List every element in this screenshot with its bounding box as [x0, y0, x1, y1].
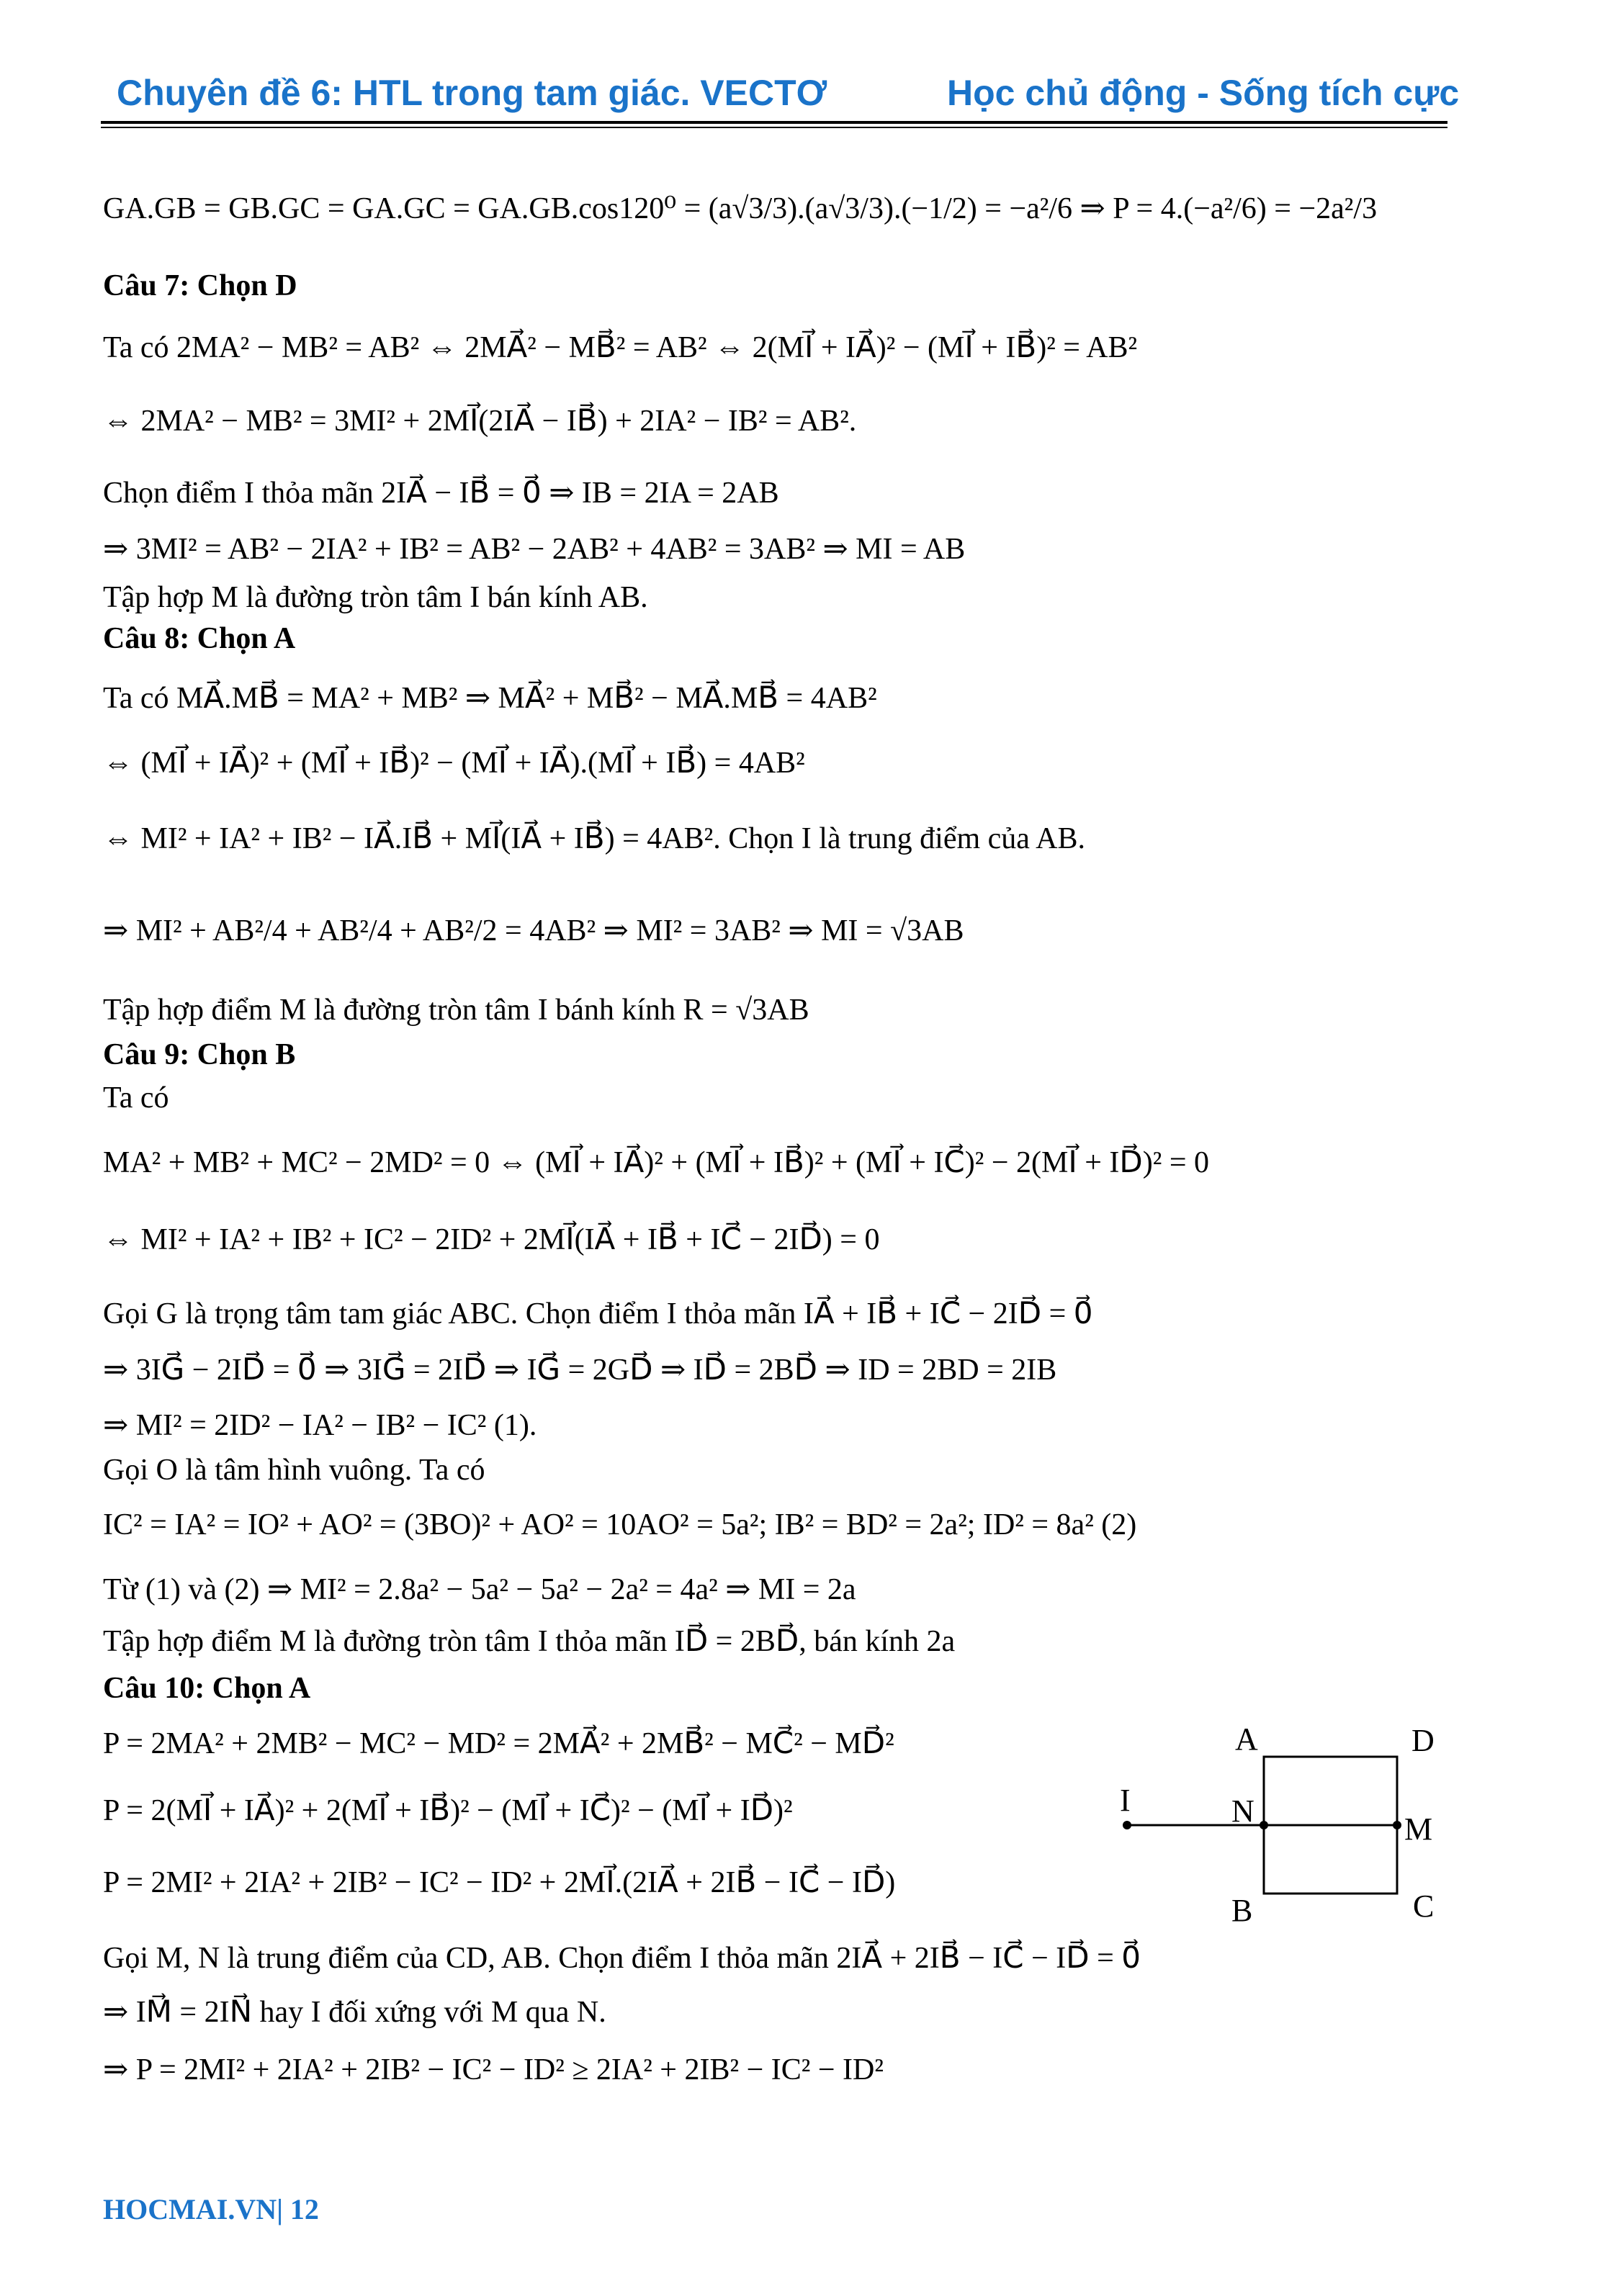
- math-line: Chọn điểm I thỏa mãn 2IA⃗ − IB⃗ = 0⃗ ⇒ IB = 2IA = 2AB: [103, 477, 779, 510]
- square-figure: [1102, 1721, 1462, 1937]
- point-i: [1123, 1821, 1131, 1829]
- math-line: ⇒ 3MI² = AB² − 2IA² + IB² = AB² − 2AB² + 4AB² = 3AB² ⇒ MI = AB: [103, 533, 966, 566]
- question-heading: Câu 7: Chọn D: [103, 269, 297, 302]
- math-line: Gọi M, N là trung điểm của CD, AB. Chọn điểm I thỏa mãn 2IA⃗ + 2IB⃗ − IC⃗ − ID⃗ = 0⃗: [103, 1942, 1141, 1975]
- math-line: ⇒ MI² + AB²/4 + AB²/4 + AB²/2 = 4AB² ⇒ MI² = 3AB² ⇒ MI = √3AB: [103, 914, 964, 947]
- header-topic-title: Chuyên đề 6: HTL trong tam giác. VECTƠ: [117, 73, 827, 113]
- math-line: ⇔ 2MA² − MB² = 3MI² + 2MI⃗(2IA⃗ − IB⃗) + 2IA² − IB² = AB².: [103, 405, 857, 438]
- math-line: ⇒ MI² = 2ID² − IA² − IB² − IC² (1).: [103, 1409, 537, 1442]
- math-line: P = 2(MI⃗ + IA⃗)² + 2(MI⃗ + IB⃗)² − (MI⃗ + IC⃗)² − (MI⃗ + ID⃗)²: [103, 1794, 793, 1827]
- question-heading: Câu 9: Chọn B: [103, 1038, 296, 1071]
- math-line: Ta có: [103, 1081, 169, 1115]
- label-a: A: [1235, 1721, 1258, 1757]
- math-line: ⇒ 3IG⃗ − 2ID⃗ = 0⃗ ⇒ 3IG⃗ = 2ID⃗ ⇒ IG⃗ = 2GD⃗ ⇒ ID⃗ = 2BD⃗ ⇒ ID = 2BD = 2IB: [103, 1354, 1057, 1387]
- math-line: Từ (1) và (2) ⇒ MI² = 2.8a² − 5a² − 5a² − 2a² = 4a² ⇒ MI = 2a: [103, 1573, 856, 1606]
- math-line: ⇒ P = 2MI² + 2IA² + 2IB² − IC² − ID² ≥ 2IA² + 2IB² − IC² − ID²: [103, 2053, 884, 2086]
- label-b: B: [1231, 1893, 1253, 1928]
- math-line: IC² = IA² = IO² + AO² = (3BO)² + AO² = 10AO² = 5a²; IB² = BD² = 2a²; ID² = 8a² (2): [103, 1508, 1137, 1541]
- header-rule-thin: [101, 127, 1447, 128]
- math-line: ⇔ MI² + IA² + IB² − IA⃗.IB⃗ + MI⃗(IA⃗ + IB⃗) = 4AB². Chọn I là trung điểm của AB.: [103, 822, 1085, 855]
- math-line: Gọi O là tâm hình vuông. Ta có: [103, 1454, 485, 1487]
- label-d: D: [1411, 1723, 1435, 1758]
- math-line: ⇔ (MI⃗ + IA⃗)² + (MI⃗ + IB⃗)² − (MI⃗ + IA⃗).(MI⃗ + IB⃗) = 4AB²: [103, 747, 805, 780]
- label-m: M: [1404, 1811, 1433, 1847]
- label-i: I: [1120, 1783, 1131, 1818]
- math-line: ⇒ IM⃗ = 2IN⃗ hay I đối xứng với M qua N.: [103, 1996, 606, 2029]
- question-heading: Câu 8: Chọn A: [103, 622, 296, 655]
- math-line: Gọi G là trọng tâm tam giác ABC. Chọn điểm I thỏa mãn IA⃗ + IB⃗ + IC⃗ − 2ID⃗ = 0⃗: [103, 1297, 1093, 1331]
- math-line: GA.GB = GB.GC = GA.GC = GA.GB.cos120⁰ = (a√3/3).(a√3/3).(−1/2) = −a²/6 ⇒ P = 4.(−a²/6) = −2a²/3: [103, 192, 1378, 225]
- question-heading: Câu 10: Chọn A: [103, 1672, 311, 1705]
- label-n: N: [1231, 1793, 1254, 1829]
- point-n: [1260, 1821, 1268, 1829]
- math-line: Tập hợp điểm M là đường tròn tâm I thỏa mãn ID⃗ = 2BD⃗, bán kính 2a: [103, 1625, 956, 1658]
- math-line: Ta có 2MA² − MB² = AB² ⇔ 2MA⃗² − MB⃗² = AB² ⇔ 2(MI⃗ + IA⃗)² − (MI⃗ + IB⃗)² = AB²: [103, 331, 1138, 364]
- label-c: C: [1413, 1888, 1435, 1924]
- math-line: Tập hợp M là đường tròn tâm I bán kính AB.: [103, 581, 648, 614]
- header-slogan: Học chủ động - Sống tích cực: [947, 73, 1460, 113]
- math-line: ⇔ MI² + IA² + IB² + IC² − 2ID² + 2MI⃗(IA⃗ + IB⃗ + IC⃗ − 2ID⃗) = 0: [103, 1223, 880, 1256]
- math-line: Ta có MA⃗.MB⃗ = MA² + MB² ⇒ MA⃗² + MB⃗² − MA⃗.MB⃗ = 4AB²: [103, 682, 877, 715]
- math-line: Tập hợp điểm M là đường tròn tâm I bánh kính R = √3AB: [103, 994, 809, 1027]
- math-line: MA² + MB² + MC² − 2MD² = 0 ⇔ (MI⃗ + IA⃗)² + (MI⃗ + IB⃗)² + (MI⃗ + IC⃗)² − 2(MI⃗ + ID⃗)² = 0: [103, 1146, 1210, 1179]
- header-rule: [101, 121, 1447, 124]
- math-line: P = 2MA² + 2MB² − MC² − MD² = 2MA⃗² + 2MB⃗² − MC⃗² − MD⃗²: [103, 1727, 894, 1760]
- point-m: [1393, 1821, 1401, 1829]
- footer-page-number: HOCMAI.VN| 12: [103, 2193, 319, 2225]
- math-line: P = 2MI² + 2IA² + 2IB² − IC² − ID² + 2MI⃗.(2IA⃗ + 2IB⃗ − IC⃗ − ID⃗): [103, 1866, 896, 1899]
